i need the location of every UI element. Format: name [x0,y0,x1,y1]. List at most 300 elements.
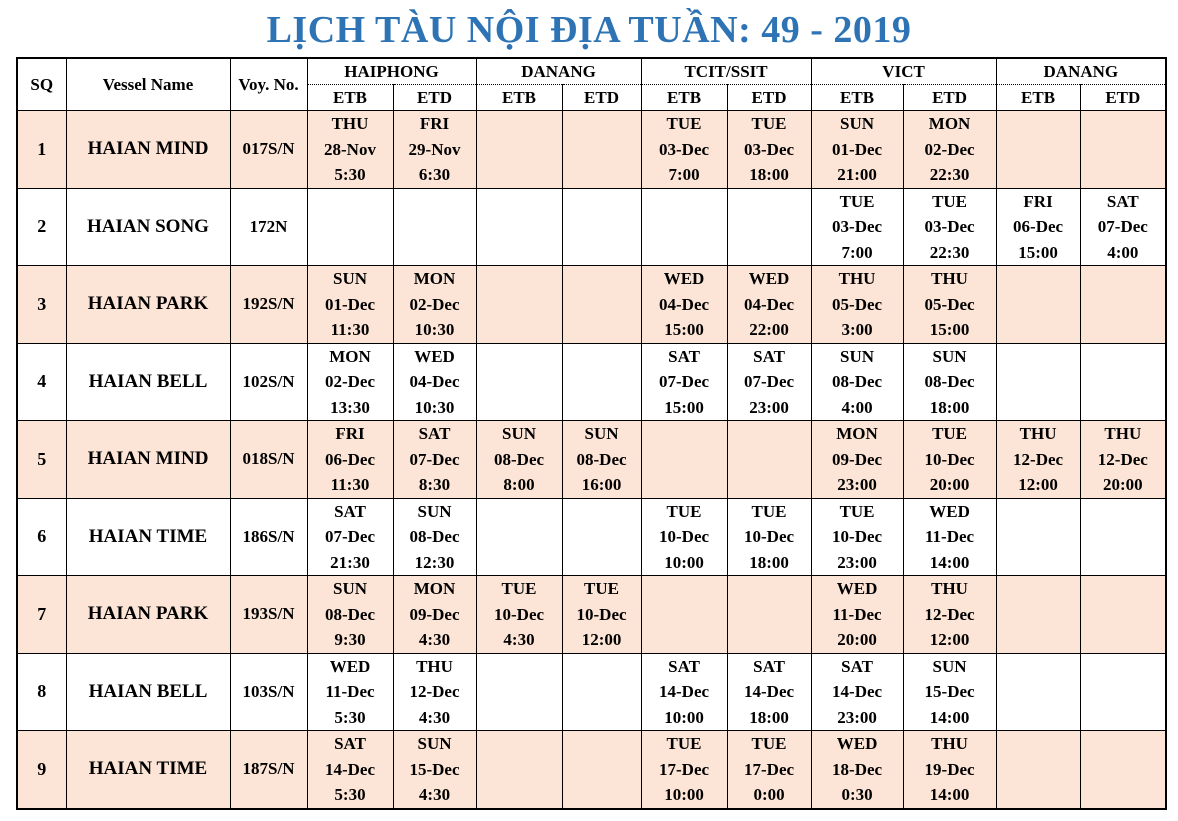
row-sq: 1 [17,111,66,189]
cell-time: 23:00 [837,552,877,572]
cell-day: TUE [932,191,968,211]
schedule-cell [476,498,562,576]
cell-date: 07-Dec [324,527,376,546]
cell-day: SUN [840,114,875,133]
cell-time: 5:30 [334,707,366,727]
cell-date: 10-Dec [832,527,883,546]
schedule-cell [727,421,811,499]
cell-time: 8:30 [418,475,451,494]
cell-time: 10:30 [414,397,455,417]
cell-date: 01-Dec [324,294,376,314]
header-etd: ETD [903,85,996,111]
row-vessel-name: HAIAN MIND [66,111,230,189]
cell-day: WED [663,269,705,288]
cell-date: 14-Dec [744,682,795,701]
row-voy-no: 103S/N [230,653,307,731]
row-sq: 5 [17,421,66,499]
schedule-cell [811,111,903,189]
schedule-cell [996,731,1080,809]
schedule-cell [307,421,393,499]
cell-date: 07-Dec [744,372,795,391]
cell-time: 10:00 [664,707,704,727]
row-voy-no: 186S/N [230,498,307,576]
schedule-cell [307,266,393,344]
cell-time: 22:30 [929,242,970,262]
schedule-cell [1080,343,1166,421]
cell-time: 15:00 [664,320,704,339]
cell-date: 02-Dec [324,372,376,391]
cell-date: 10-Dec [494,604,545,624]
row-vessel-name: HAIAN BELL [66,653,230,731]
cell-time: 0:30 [841,785,873,804]
cell-time: 23:00 [837,475,877,494]
cell-day: TUE [666,734,702,753]
cell-time: 23:00 [837,707,877,727]
cell-time: 12:30 [414,552,455,572]
cell-time: 15:00 [929,320,970,339]
schedule-cell [393,343,476,421]
cell-time: 14:00 [929,785,970,804]
schedule-cell [903,421,996,499]
row-sq: 8 [17,653,66,731]
cell-time: 18:00 [929,397,970,417]
cell-date: 07-Dec [659,372,710,391]
cell-day: TUE [932,424,968,443]
header-row-ports [17,58,1166,85]
schedule-cell [1080,421,1166,499]
schedule-cell [811,498,903,576]
cell-date: 11-Dec [925,527,975,546]
cell-day: TUE [839,191,875,211]
cell-time: 4:30 [418,707,451,727]
cell-day: SAT [668,656,700,676]
cell-time: 4:00 [841,397,873,417]
row-sq: 4 [17,343,66,421]
cell-date: 12-Dec [409,682,460,701]
cell-time: 23:00 [749,397,789,417]
schedule-cell [1080,266,1166,344]
cell-date: 04-Dec [659,294,710,314]
schedule-cell [727,188,811,266]
cell-day: MON [413,269,456,288]
page-title: LỊCH TÀU NỘI ĐỊA TUẦN: 49 - 2019 [266,9,912,51]
schedule-cell [562,421,641,499]
cell-day: SUN [932,656,967,676]
header-voy-no: Voy. No. [230,58,307,111]
schedule-cell [562,343,641,421]
table-row [17,421,1166,499]
row-voy-no: 018S/N [230,421,307,499]
header-etd: ETD [393,85,476,111]
cell-time: 21:30 [330,552,370,572]
schedule-cell [562,653,641,731]
cell-time: 9:30 [334,630,366,649]
schedule-cell [903,653,996,731]
schedule-cell [641,498,727,576]
cell-time: 7:00 [841,242,873,262]
schedule-cell [996,188,1080,266]
cell-day: SUN [840,346,875,366]
header-etb: ETB [811,85,903,111]
schedule-cell [307,111,393,189]
row-vessel-name: HAIAN TIME [66,498,230,576]
cell-day: WED [329,656,371,676]
row-sq: 2 [17,188,66,266]
cell-date: 14-Dec [832,682,883,701]
schedule-cell [727,576,811,654]
cell-date: 08-Dec [494,449,545,469]
cell-day: MON [928,114,971,133]
table-row [17,188,1166,266]
schedule-cell [476,576,562,654]
schedule-cell [811,653,903,731]
cell-time: 20:00 [837,630,877,649]
schedule-cell [393,731,476,809]
cell-date: 01-Dec [832,139,883,159]
cell-date: 14-Dec [659,682,710,701]
cell-day: SAT [1106,191,1139,211]
header-port-danang: DANANG [476,58,641,85]
cell-time: 12:00 [929,630,970,649]
schedule-cell [562,498,641,576]
row-sq: 9 [17,731,66,809]
cell-date: 03-Dec [924,217,975,236]
schedule-cell [476,421,562,499]
schedule-cell [641,343,727,421]
schedule-cell [562,731,641,809]
schedule-cell [476,731,562,809]
schedule-cell [393,576,476,654]
cell-day: THU [1019,424,1057,443]
cell-date: 02-Dec [924,139,975,159]
table-row [17,343,1166,421]
table-row [17,498,1166,576]
header-etb: ETB [641,85,727,111]
cell-day: WED [748,269,790,288]
schedule-cell [903,343,996,421]
cell-day: TUE [751,114,787,133]
schedule-cell [562,576,641,654]
row-vessel-name: HAIAN PARK [66,576,230,654]
cell-day: WED [836,734,878,753]
cell-date: 12-Dec [1097,449,1148,469]
schedule-cell [903,576,996,654]
schedule-cell [307,576,393,654]
row-vessel-name: HAIAN SONG [66,188,230,266]
cell-date: 06-Dec [324,449,376,469]
cell-time: 11:30 [330,475,370,494]
header-etb: ETB [996,85,1080,111]
cell-time: 3:00 [841,320,873,339]
cell-day: TUE [839,501,875,521]
schedule-cell [996,266,1080,344]
schedule-cell [811,576,903,654]
schedule-cell [903,188,996,266]
table-row [17,653,1166,731]
cell-day: SAT [418,424,451,443]
cell-day: FRI [419,114,450,133]
row-vessel-name: HAIAN TIME [66,731,230,809]
cell-day: THU [1104,424,1142,443]
schedule-cell [996,653,1080,731]
schedule-cell [307,343,393,421]
cell-day: SAT [334,734,366,753]
schedule-table [16,57,1167,810]
row-vessel-name: HAIAN MIND [66,421,230,499]
cell-time: 15:00 [1018,242,1058,262]
schedule-cell [996,498,1080,576]
cell-time: 12:00 [1018,475,1058,494]
schedule-cell [811,731,903,809]
cell-time: 20:00 [929,475,970,494]
schedule-cell [641,421,727,499]
schedule-cell [727,343,811,421]
cell-day: SUN [417,734,452,753]
cell-day: TUE [666,501,702,521]
schedule-cell [903,111,996,189]
cell-date: 05-Dec [924,294,975,314]
schedule-cell [393,111,476,189]
cell-date: 06-Dec [1013,217,1064,236]
cell-date: 11-Dec [832,604,882,624]
cell-time: 14:00 [929,552,970,572]
cell-time: 5:30 [334,785,366,804]
schedule-cell [727,731,811,809]
cell-day: MON [836,424,878,443]
cell-time: 4:00 [1107,242,1139,262]
cell-date: 08-Dec [409,527,460,546]
cell-date: 10-Dec [659,527,710,546]
header-etd: ETD [562,85,641,111]
row-vessel-name: HAIAN BELL [66,343,230,421]
schedule-cell [641,653,727,731]
cell-day: WED [836,579,878,598]
cell-date: 14-Dec [324,759,376,779]
cell-time: 6:30 [418,165,451,184]
schedule-cell [562,111,641,189]
cell-day: SAT [753,346,785,366]
cell-date: 10-Dec [744,527,795,546]
cell-day: TUE [751,734,787,753]
schedule-cell [307,498,393,576]
cell-time: 15:00 [664,397,704,417]
schedule-cell [393,653,476,731]
schedule-cell [727,498,811,576]
cell-time: 7:00 [668,165,700,184]
cell-day: TUE [666,114,702,133]
schedule-cell [996,111,1080,189]
cell-day: THU [931,269,968,288]
cell-day: MON [413,579,456,598]
cell-time: 4:30 [503,630,535,649]
cell-date: 03-Dec [744,139,795,159]
schedule-cell [811,343,903,421]
schedule-cell [1080,576,1166,654]
cell-day: WED [414,346,455,366]
header-port-vict: VICT [811,58,996,85]
cell-day: SUN [502,424,537,443]
cell-date: 17-Dec [659,759,710,779]
cell-date: 28-Nov [324,139,376,159]
schedule-cell [307,188,393,266]
schedule-cell [996,343,1080,421]
cell-date: 04-Dec [409,372,460,391]
cell-time: 10:00 [664,552,704,572]
cell-date: 18-Dec [832,759,883,779]
cell-date: 09-Dec [409,604,460,624]
header-etb: ETB [307,85,393,111]
cell-time: 18:00 [749,707,789,727]
cell-day: TUE [584,579,619,598]
schedule-cell [996,421,1080,499]
schedule-cell [996,576,1080,654]
schedule-cell [641,111,727,189]
schedule-cell [1080,498,1166,576]
cell-date: 12-Dec [924,604,975,624]
cell-date: 10-Dec [576,604,627,624]
cell-date: 03-Dec [832,217,883,236]
cell-date: 07-Dec [409,449,460,469]
cell-day: THU [416,656,453,676]
cell-date: 15-Dec [924,682,975,701]
schedule-cell [1080,111,1166,189]
schedule-cell [641,266,727,344]
cell-time: 18:00 [749,165,789,184]
cell-time: 16:00 [581,475,622,494]
row-voy-no: 192S/N [230,266,307,344]
schedule-cell [727,111,811,189]
header-etb: ETB [476,85,562,111]
cell-time: 0:00 [753,785,785,804]
cell-date: 19-Dec [924,759,975,779]
cell-day: SUN [932,346,967,366]
schedule-cell [1080,653,1166,731]
cell-day: SAT [841,656,873,676]
schedule-cell [811,421,903,499]
cell-day: SUN [417,501,452,521]
cell-date: 12-Dec [1013,449,1064,469]
cell-time: 4:30 [418,630,451,649]
row-sq: 6 [17,498,66,576]
schedule-cell [811,188,903,266]
cell-day: SUN [332,269,367,288]
cell-day: TUE [501,579,537,598]
schedule-cell [1080,188,1166,266]
cell-time: 11:30 [330,320,370,339]
cell-time: 20:00 [1102,475,1143,494]
cell-time: 10:00 [664,785,704,804]
cell-time: 10:30 [414,320,455,339]
cell-date: 15-Dec [409,759,460,779]
cell-day: THU [331,114,369,133]
cell-time: 22:30 [929,165,970,184]
cell-date: 08-Dec [324,604,376,624]
schedule-cell [476,188,562,266]
header-sq: SQ [17,58,66,111]
cell-day: THU [838,269,876,288]
cell-time: 8:00 [503,475,535,494]
cell-date: 08-Dec [924,372,975,391]
cell-date: 17-Dec [744,759,795,779]
row-voy-no: 187S/N [230,731,307,809]
header-port-danang-2: DANANG [996,58,1166,85]
row-sq: 7 [17,576,66,654]
cell-day: TUE [751,501,787,521]
cell-day: MON [329,346,371,366]
cell-day: FRI [335,424,365,443]
table-row [17,731,1166,809]
cell-date: 09-Dec [832,449,883,469]
schedule-cell [903,731,996,809]
cell-date: 08-Dec [832,372,883,391]
cell-day: FRI [1023,191,1053,211]
cell-time: 13:30 [330,397,370,417]
schedule-cell [641,576,727,654]
schedule-cell [393,498,476,576]
table-row [17,111,1166,189]
row-voy-no: 102S/N [230,343,307,421]
cell-day: THU [931,579,968,598]
cell-time: 22:00 [749,320,789,339]
cell-time: 21:00 [837,165,877,184]
schedule-cell [562,266,641,344]
cell-day: SAT [668,346,700,366]
cell-day: SAT [334,501,366,521]
row-voy-no: 017S/N [230,111,307,189]
cell-date: 02-Dec [409,294,460,314]
schedule-cell [903,266,996,344]
cell-day: THU [931,734,968,753]
header-port-tcit-ssit: TCIT/SSIT [641,58,811,85]
cell-time: 12:00 [581,630,622,649]
cell-day: SUN [332,579,367,598]
cell-date: 11-Dec [325,682,375,701]
schedule-cell [727,653,811,731]
table-row [17,266,1166,344]
cell-time: 4:30 [418,785,451,804]
schedule-cell [476,111,562,189]
schedule-cell [641,731,727,809]
cell-date: 08-Dec [576,449,627,469]
cell-date: 29-Nov [408,139,461,159]
cell-date: 10-Dec [924,449,975,469]
cell-time: 14:00 [929,707,970,727]
cell-day: WED [929,501,970,521]
row-sq: 3 [17,266,66,344]
cell-date: 07-Dec [1097,217,1148,236]
header-etd: ETD [727,85,811,111]
cell-date: 05-Dec [832,294,883,314]
header-etd: ETD [1080,85,1166,111]
schedule-cell [476,266,562,344]
schedule-cell [393,266,476,344]
row-voy-no: 193S/N [230,576,307,654]
schedule-cell [1080,731,1166,809]
header-vessel-name: Vessel Name [66,58,230,111]
schedule-cell [811,266,903,344]
table-row [17,576,1166,654]
schedule-cell [641,188,727,266]
schedule-cell [727,266,811,344]
schedule-cell [476,653,562,731]
row-vessel-name: HAIAN PARK [66,266,230,344]
row-voy-no: 172N [230,188,307,266]
schedule-cell [562,188,641,266]
schedule-cell [393,188,476,266]
schedule-cell [307,731,393,809]
header-port-haiphong: HAIPHONG [307,58,476,85]
cell-time: 18:00 [749,552,789,572]
